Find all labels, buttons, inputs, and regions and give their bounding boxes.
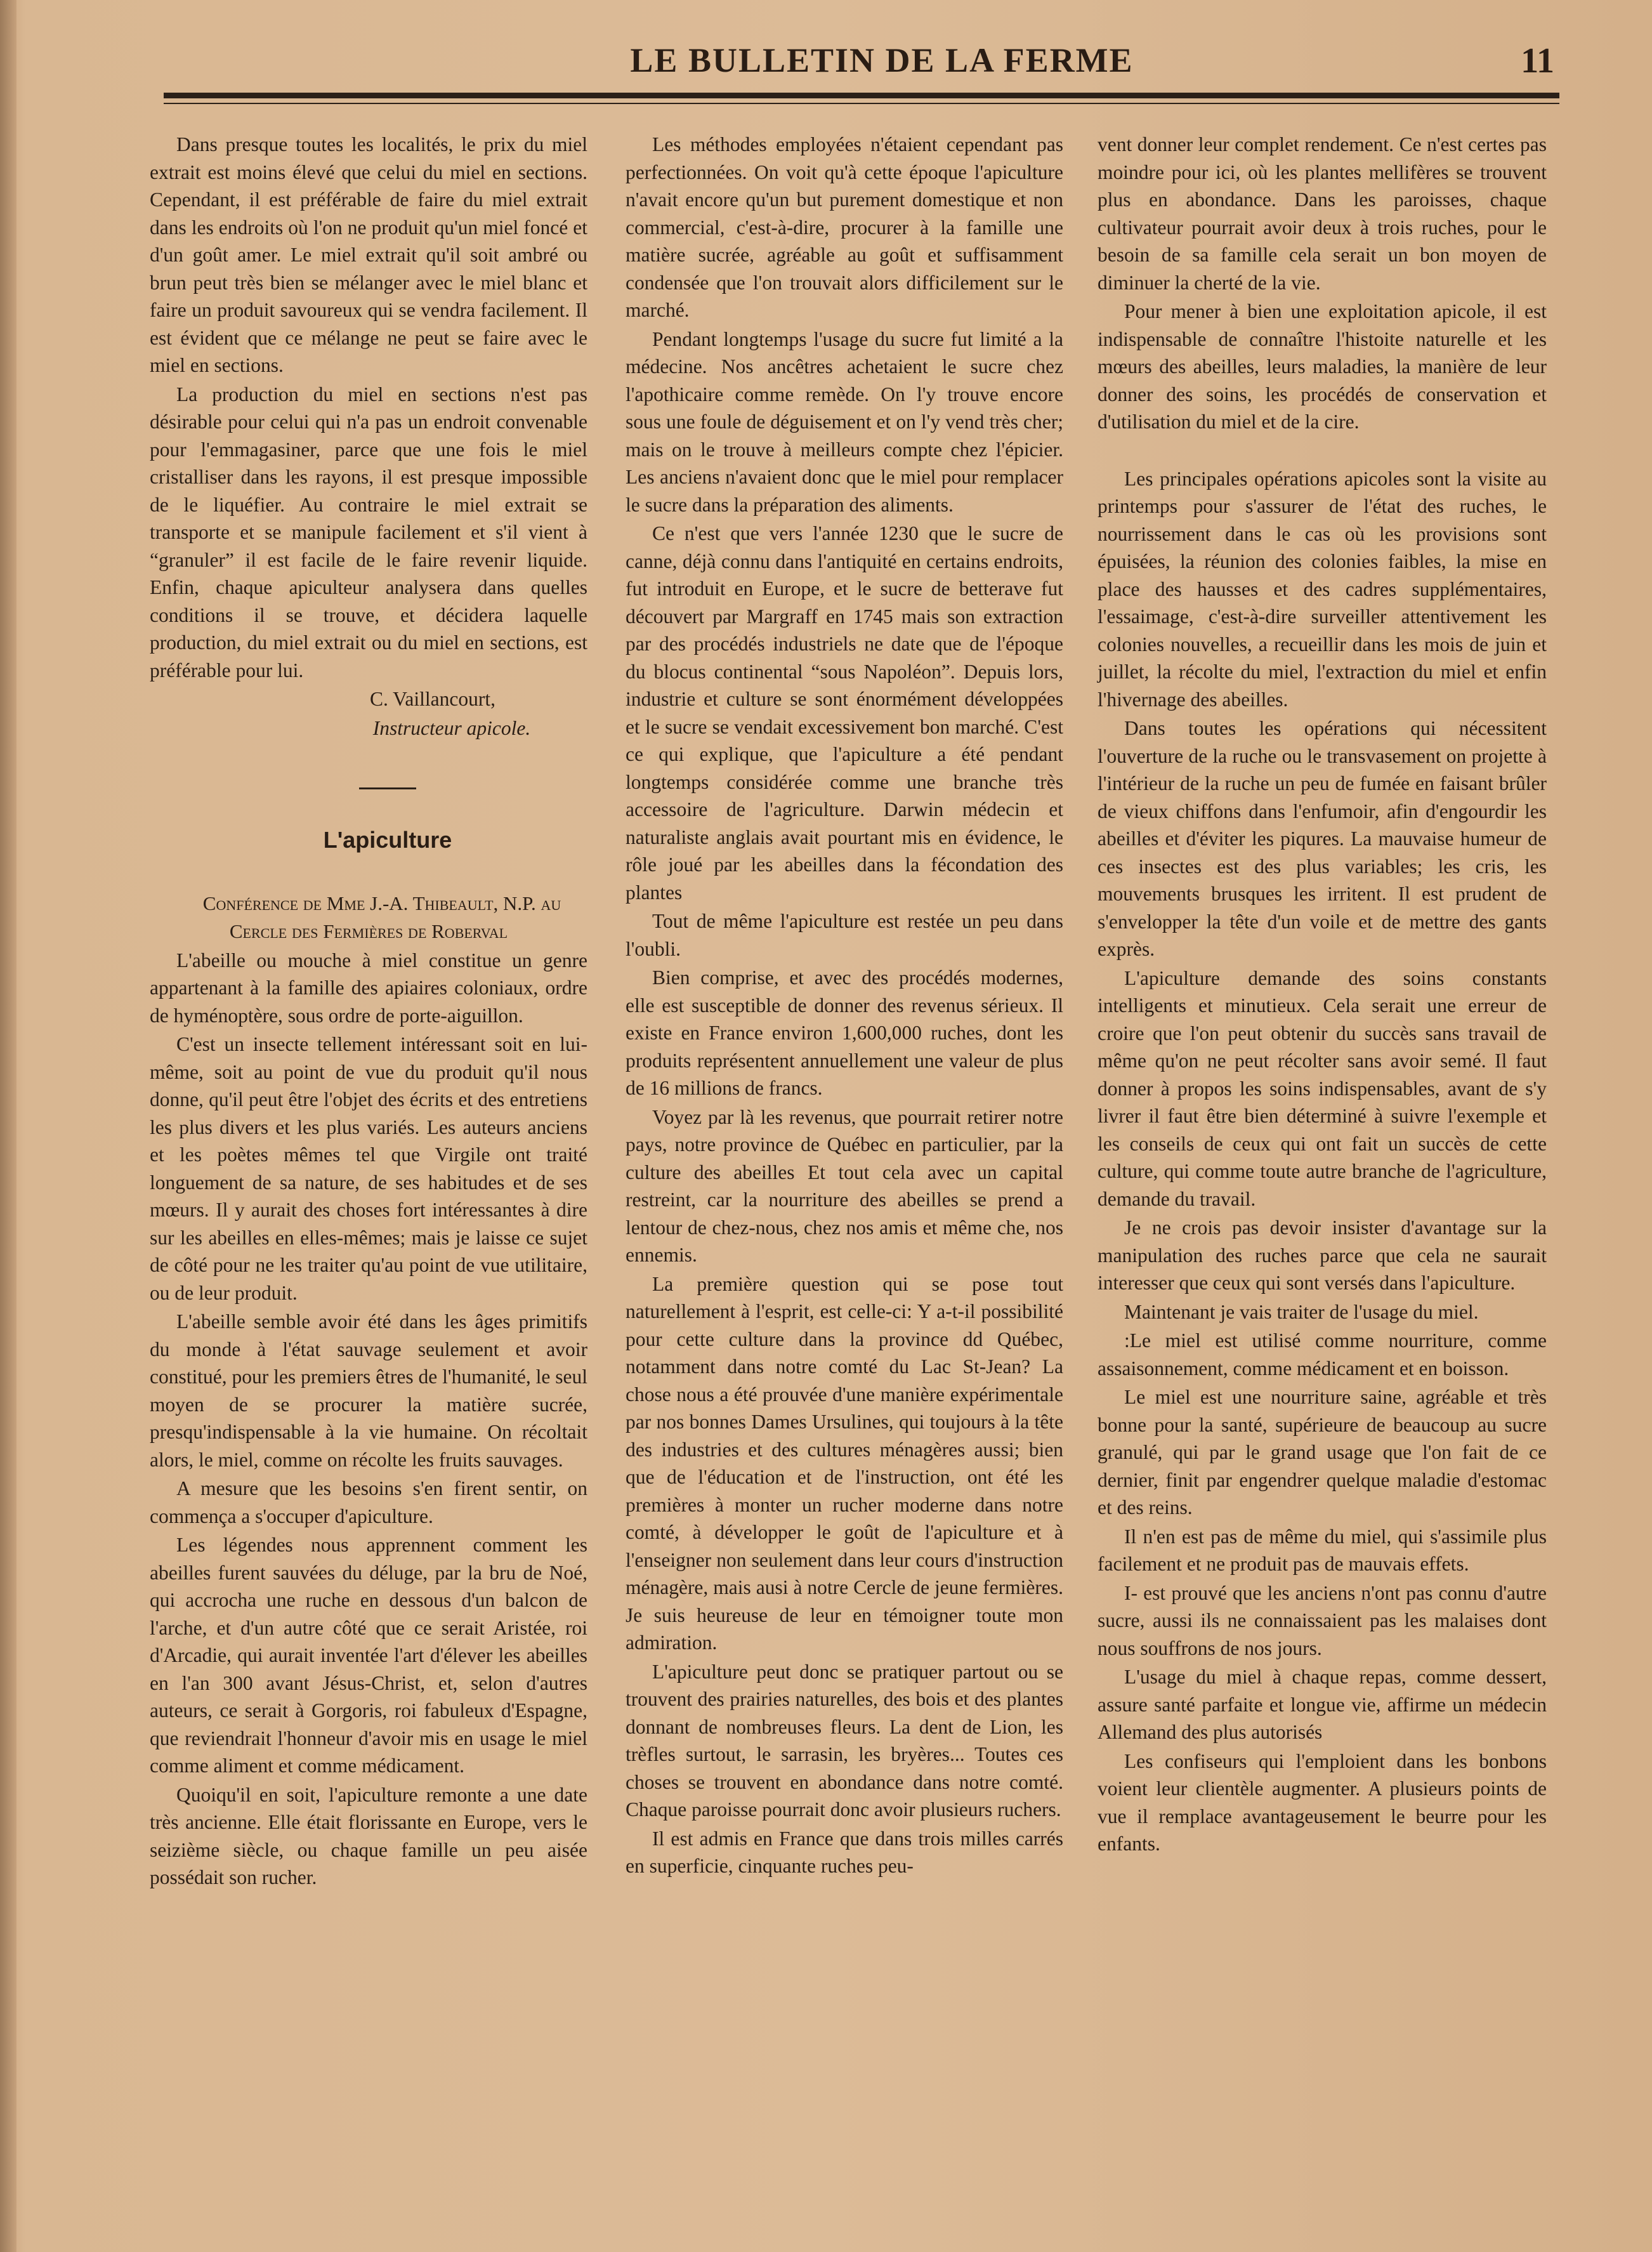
- paragraph: Il n'en est pas de même du miel, qui s'assimile plus facilement et ne produit pas de mauvais effets.: [1098, 1525, 1547, 1575]
- header-rule-thin: [164, 103, 1559, 104]
- paragraph: Le miel est une nourriture saine, agréable et très bonne pour la santé, supérieure de beaucoup au sucre granulé, qui par le grand usage que l'on fait de ce dernier, finit par engendrer quelque maladie d'estomac et des reins.: [1098, 1386, 1547, 1518]
- paragraph: Dans presque toutes les localités, le prix du miel extrait est moins élevé que celui du miel en sections. Cependant, il est préférable de faire du miel extrait dans les endroits où l'on ne produit qu'un miel foncé et d'un goût amer. Le miel extrait qu'il soit ambré ou brun peut très bien se mélanger avec le miel blanc et faire un produit savoureux qui se vendra facilement. Il est évident que ce mélange ne peut se faire avec le miel en sections.: [150, 133, 587, 376]
- paragraph: Il est admis en France que dans trois milles carrés en superficie, cinquante ruches peu-: [626, 1827, 1063, 1877]
- paragraph: I- est prouvé que les anciens n'ont pas connu d'autre sucre, aussi ils ne connaissaient pas les malaises dont nous souffrons de nos jours.: [1098, 1581, 1547, 1659]
- signature-role: Instructeur apicole.: [372, 716, 531, 739]
- page-number: 11: [1521, 41, 1554, 81]
- paragraph: La production du miel en sections n'est pas désirable pour celui qui n'a pas un endroit convenable pour l'emmagasiner, parce que une fois le miel cristalliser dans les rayons, il est presque impossible de le liquéfier. Au contraire le miel extrait se transporte et se manipule facilement et s'il vient à “granuler” il est facile de le faire revenir liquide. Enfin, chaque apiculteur analysera dans quelles conditions il se trouve, et décidera laquelle production, du miel extrait ou du miel en sections, est préférable pour lui.: [150, 383, 587, 682]
- paragraph: Tout de même l'apiculture est restée un peu dans l'oubli.: [626, 910, 1063, 960]
- paragraph: Pendant longtemps l'usage du sucre fut limité a la médecine. Nos ancêtres achetaient le sucre chez l'apothicaire comme remède. On l'y trouve encore sous une foule de déguisement et on l'y vend très cher; mais on le trouve à meilleurs compte chez l'épicier. Les anciens n'avaient donc que le miel pour remplacer le sucre dans la préparation des aliments.: [626, 327, 1063, 516]
- paragraph-gap: [1098, 437, 1547, 465]
- paragraph: C'est un insecte tellement intéressant soit en lui-même, soit au point de vue du produit qu'il nous donne, qu'il peut être l'objet des écrits et des entretiens les plus divers et les plus variés. Les auteurs anciens et les poètes mêmes tel que Virgile ont traité longuement de sa nature, de ses habitudes et de ses mœurs. Il y aurait des choses fort intéressantes à dire sur les abeilles en elles-mêmes; mais je laisse ce sujet de côté pour ne les traiter qu'au point de vue utilitaire, ou de leur produit.: [150, 1033, 587, 1304]
- paragraph: Les légendes nous apprennent comment les abeilles furent sauvées du déluge, par la bru de Noé, qui accrocha une ruche en dessous d'un balcon de l'arche, et d'un autre côté que ce serait Aristée, roi d'Arcadie, qui aurait inventée l'art d'élever les abeilles en l'an 300 avant Jésus-Christ, et, selon d'autres auteurs, ce serait à Gorgoris, roi fabuleux d'Espagne, que reviendrait l'honneur d'avoir mis en usage le miel comme aliment et comme médicament.: [150, 1534, 587, 1777]
- column-left: [150, 131, 587, 1893]
- masthead: [159, 41, 1554, 85]
- column-right: [1098, 131, 1547, 1859]
- paragraph: vent donner leur complet rendement. Ce n'est certes pas moindre pour ici, où les plantes mellifères se trouvent plus en abondance. Dans les paroisses, chaque cultivateur pourrait avoir deux à trois ruches, pour le besoin de sa famille cela serait un bon moyen de diminuer la cherté de la vie.: [1098, 133, 1547, 294]
- paragraph: L'abeille ou mouche à miel constitue un genre appartenant à la famille des apiaires coloniaux, ordre de hyménoptère, sous ordre de porte-aiguillon.: [150, 949, 587, 1027]
- paragraph: Dans toutes les opérations qui nécessitent l'ouverture de la ruche ou le transvasement on projette à l'intérieur de la ruche un peu de fumée en faisant brûler de vieux chiffons dans l'enfumoir, afin d'engourdir les abeilles et d'éviter les piqures. La mauvaise humeur de ces insectes est des plus variables; les cris, les mouvements brusques les irritent. Il est prudent de s'envelopper la tête d'un voile et de mettre des gants exprès.: [1098, 717, 1547, 960]
- paragraph: L'abeille semble avoir été dans les âges primitifs du monde à l'état sauvage seulement et avoir constitué, pour les premiers êtres de l'humanité, le seul moyen de se procurer la matière sucrée, presqu'indispensable à la vie humaine. On récoltait alors, le miel, comme on récolte les fruits sauvages.: [150, 1310, 587, 1471]
- paragraph: A mesure que les besoins s'en firent sentir, on commença a s'occuper d'apiculture.: [150, 1477, 587, 1527]
- paragraph: Bien comprise, et avec des procédés modernes, elle est susceptible de donner des revenus sérieux. Il existe en France environ 1,600,000 ruches, dont les produits représentent annuellement une valeur de plus de 16 millions de francs.: [626, 966, 1063, 1099]
- paragraph: Voyez par là les revenus, que pourrait retirer notre pays, notre province de Québec en particulier, par la culture des abeilles Et tout cela avec un capital restreint, car la nourriture des abeilles se prend a lentour de chez-nous, chez nos amis et même che, nos ennemis.: [626, 1105, 1063, 1266]
- paragraph: Les méthodes employées n'étaient cependant pas perfectionnées. On voit qu'à cette époque l'apiculture n'avait encore qu'un but purement domestique et non commercial, c'est-à-dire, procurer à la famille une matière sucrée, agréable au goût et suffisamment condensée que l'on trouvait alors difficilement sur le marché.: [626, 133, 1063, 321]
- article-title: L'apiculture: [323, 827, 452, 853]
- publication-title: LE BULLETIN DE LA FERME: [630, 41, 1134, 79]
- paragraph: Pour mener à bien une exploitation apicole, il est indispensable de connaître l'histoite naturelle et les mœurs des abeilles, leurs maladies, la manière de leur donner des soins, les procédés de conservation et d'utilisation du miel et de la cire.: [1098, 300, 1547, 433]
- paragraph: :Le miel est utilisé comme nourriture, comme assaisonnement, comme médicament et en boisson.: [1098, 1329, 1547, 1380]
- paragraph: La première question qui se pose tout naturellement à l'esprit, est celle-ci: Y a-t-il possibilité pour cette culture dans la province dd Québec, notamment dans notre comté du Lac St-Jean? La chose nous a été prouvée d'une manière expérimentale par nos bonnes Dames Ursulines, qui toujours à la tête des industries et des cultures ménagères aussi; bien que de l'éducation et de l'instruction, ont été les premières à monter un rucher moderne dans notre comté, à développer le goût de l'apiculture et à l'enseigner non seulement dans leur cours d'instruction ménagère, mais ausi à notre Cercle de jeune fermières. Je suis heureuse de leur en témoigner toute mon admiration.: [626, 1272, 1063, 1654]
- paragraph: Les confiseurs qui l'emploient dans les bonbons voient leur clientèle augmenter. A plusieurs points de vue il remplace avantageusement le beurre pour les enfants.: [1098, 1749, 1547, 1855]
- column-middle: [626, 131, 1063, 1881]
- paragraph: Les principales opérations apicoles sont la visite au printemps pour s'assurer de l'état des ruches, le nourrissement dans le cas où les provisions sont épuisées, la réunion des colonies faibles, la mise en place des hausses et des cadres supplémentaires, l'essaimage, c'est-à-dire surveiller attentivement les colonies nouvelles, a recueillir dans les mois de juin et juillet, la récolte du miel, l'extraction du miel et enfin l'hivernage des abeilles.: [1098, 467, 1547, 711]
- page-binding-edge: [0, 0, 16, 2252]
- paragraph: L'usage du miel à chaque repas, comme dessert, assure santé parfaite et longue vie, affirme un médecin Allemand des plus autorisés: [1098, 1666, 1547, 1743]
- paragraph: L'apiculture demande des soins constants intelligents et minutieux. Cela serait une erreur de croire que l'on peut obtenir du succès sans travail de même qu'on ne peut récolter sans avoir semé. Il faut donner à propos les soins indispensables, avant de s'y livrer il faut être bien déterminé à suivre l'exemple et les conseils de ceux qui ont fait un succès de cette culture, qui comme toute autre branche de l'agriculture, demande du travail.: [1098, 966, 1547, 1210]
- paragraph: Maintenant je vais traiter de l'usage du miel.: [1124, 1300, 1479, 1323]
- article-byline: Conférence de Mme J.-A. Thibeault, N.P. au Cercle des Fermières de Roberval: [202, 892, 561, 942]
- header-rule-thick: [164, 93, 1559, 98]
- paragraph: Je ne crois pas devoir insister d'avantage sur la manipulation des ruches parce que cela ne saurait interesser que ceux qui sont versés dans l'apiculture.: [1098, 1216, 1547, 1294]
- signature-name: C. Vaillancourt,: [369, 688, 495, 710]
- paragraph: Ce n'est que vers l'année 1230 que le sucre de canne, déjà connu dans l'antiquité en certains endroits, fut introduit en Europe, et le sucre de betterave fut découvert par Margraff en 1745 mais son extraction par des procédés industriels ne date que de l'époque du blocus continental “sous Napoléon”. Depuis lors, industrie et culture se sont énormément développées et le sucre se vendait excessivement bon marché. C'est ce qui explique, que l'apiculture a été pendant longtemps considérée comme une branche très accessoire de l'agriculture. Darwin médecin et naturaliste anglais avait pourtant mis en évidence, le rôle joué par les abeilles dans la fécondation des plantes: [626, 522, 1063, 904]
- section-divider: [359, 787, 416, 789]
- paragraph: Quoiqu'il en soit, l'apiculture remonte a une date très ancienne. Elle était florissante en Europe, vers le seizième siècle, ou chaque famille un peu aisée possédait son rucher.: [150, 1783, 587, 1888]
- paragraph: L'apiculture peut donc se pratiquer partout ou se trouvent des prairies naturelles, des bois et des plantes donnant de nombreuses fleurs. La dent de Lion, les trèfles surtout, le sarrasin, les bryères... Toutes ces choses se trouvent en abondance dans notre comté. Chaque paroisse pourrait donc avoir plusieurs ruchers.: [626, 1660, 1063, 1821]
